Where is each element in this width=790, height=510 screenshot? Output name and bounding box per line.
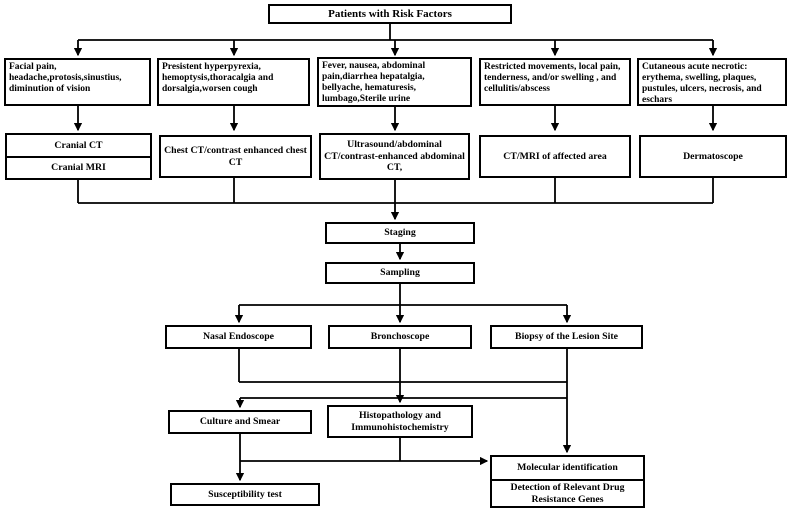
cell-molecular-identification: Molecular identification [517,462,618,474]
node-culture-smear: Culture and Smear [168,410,312,434]
node-bronchoscope: Bronchoscope [328,325,472,349]
node-susceptibility-test: Susceptibility test [170,483,320,506]
node-molecular [490,455,645,508]
node-staging: Staging [325,222,475,244]
node-patients-risk-factors: Patients with Risk Factors [268,4,512,24]
node-sampling: Sampling [325,262,475,284]
node-ct-mri-affected-area: CT/MRI of affected area [479,135,631,178]
node-biopsy-lesion-site: Biopsy of the Lesion Site [490,325,643,349]
node-nasal-endoscope: Nasal Endoscope [165,325,312,349]
node-symptoms-abdominal: Fever, nausea, abdominal pain,diarrhea hepatalgia, bellyache, hematuresis, lumbago,Sterile urine [317,57,472,107]
node-dermatoscope: Dermatoscope [639,135,787,178]
node-histopathology: Histopathology and Immunohistochemistry [327,405,473,438]
node-symptoms-cutaneous: Cutaneous acute necrotic: erythema, swelling, plaques, pustules, ulcers, necrosis, and eschars [637,58,787,106]
node-abdominal-imaging: Ultrasound/abdominal CT/contrast-enhanced abdominal CT, [319,133,470,180]
node-chest-ct: Chest CT/contrast enhanced chest CT [159,135,312,178]
node-cranial-imaging [5,133,152,180]
cell-cranial-mri: Cranial MRI [7,156,150,179]
node-symptoms-pulmonary: Presistent hyperpyrexia, hemoptysis,thoracalgia and dorsalgia,worsen cough [157,58,310,106]
node-symptoms-facial: Facial pain, headache,protosis,sinustius, diminution of vision [4,58,151,106]
cell-drug-resistance-genes: Detection of Relevant Drug Resistance Genes [492,479,643,506]
node-symptoms-musculoskeletal: Restricted movements, local pain, tenderness, and/or swelling , and cellulitis/abscess [479,58,631,106]
cell-cranial-ct: Cranial CT [54,139,103,151]
